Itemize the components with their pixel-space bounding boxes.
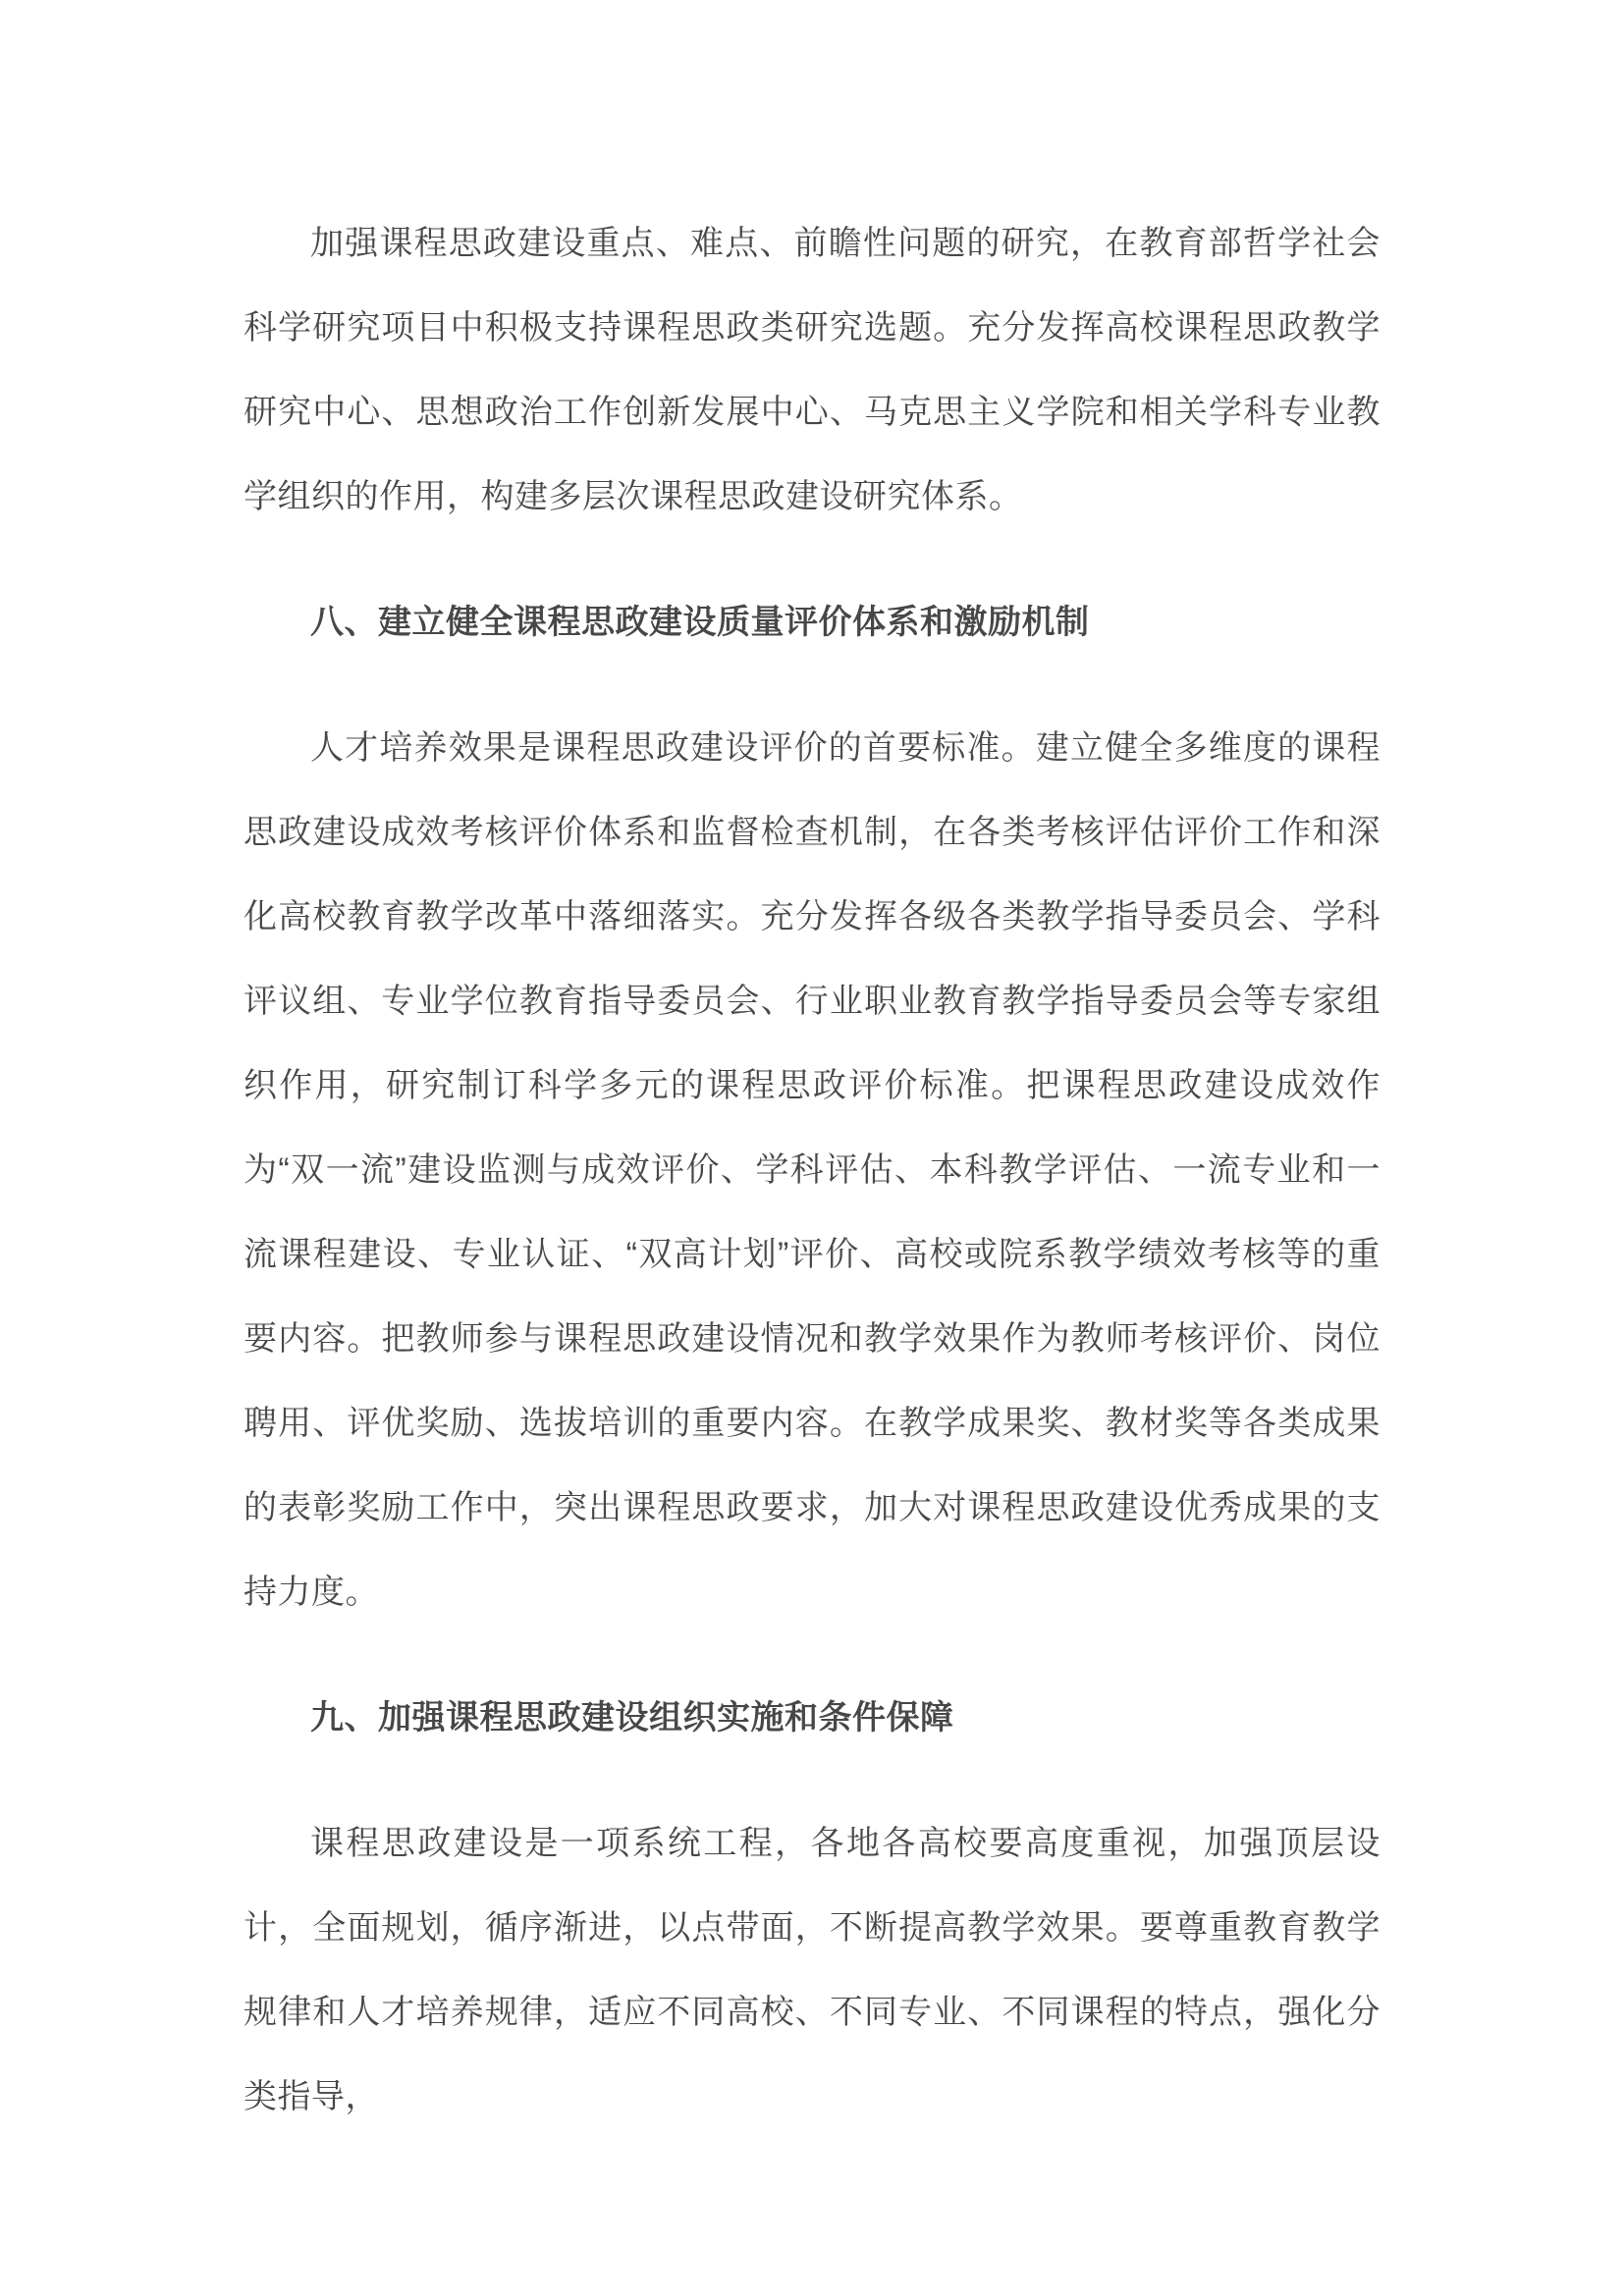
section-heading-8: 八、建立健全课程思政建设质量评价体系和激励机制 — [310, 604, 1090, 641]
section-heading-9: 九、加强课程思政建设组织实施和条件保障 — [310, 1699, 954, 1736]
paragraph-evaluation-incentive: 人才培养效果是课程思政建设评价的首要标准。建立健全多维度的课程思政建设成效考核评价体系和监督检查机制，在各类考核评估评价工作和深化高校教育教学改革中落细落实。充分发挥各级各类教学指导委员会、学科评议组、专业学位教育指导委员会、行业职业教育教学指导委员会等专家组织作用，研究制订科学多元的课程思政评价标准。把课程思政建设成效作为“双一流”建设监测与成效评价、学科评估、本科教学评估、一流专业和一流课程建设、专业认证、“双高计划”评价、高校或院系教学绩效考核等的重要内容。把教师参与课程思政建设情况和教学效果作为教师考核评价、岗位聘用、评优奖励、选拔培训的重要内容。在教学成果奖、教材奖等各类成果的表彰奖励工作中，突出课程思政要求，加大对课程思政建设优秀成果的支持力度。 — [244, 729, 1380, 1611]
document-body — [244, 201, 1380, 2180]
paragraph-organization-guarantee: 课程思政建设是一项系统工程，各地各高校要高度重视，加强顶层设计，全面规划，循序渐进，以点带面，不断提高教学效果。要尊重教育教学规律和人才培养规律，适应不同高校、不同专业、不同课程的特点，强化分类指导， — [244, 1825, 1380, 2115]
paragraph-research-system: 加强课程思政建设重点、难点、前瞻性问题的研究，在教育部哲学社会科学研究项目中积极支持课程思政类研究选题。充分发挥高校课程思政教学研究中心、思想政治工作创新发展中心、马克思主义学院和相关学科专业教学组织的作用，构建多层次课程思政建设研究体系。 — [244, 225, 1380, 515]
